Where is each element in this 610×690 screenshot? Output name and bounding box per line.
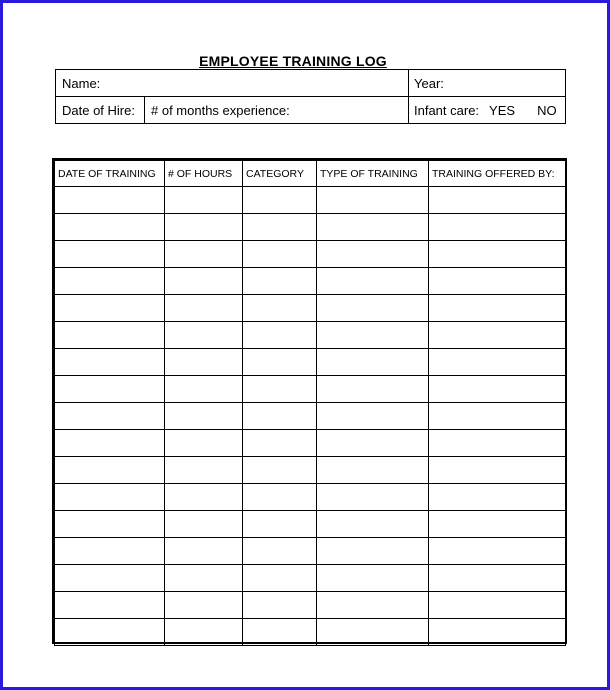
table-cell[interactable] [429, 511, 566, 538]
table-cell[interactable] [165, 592, 243, 619]
table-cell[interactable] [429, 538, 566, 565]
infant-care-label: Infant care: [414, 102, 480, 118]
column-header-type: TYPE OF TRAINING [317, 161, 429, 187]
table-cell[interactable] [55, 349, 165, 376]
table-row [55, 484, 566, 511]
table-row [55, 511, 566, 538]
table-cell[interactable] [429, 565, 566, 592]
table-row [55, 403, 566, 430]
table-cell[interactable] [165, 538, 243, 565]
table-cell[interactable] [55, 511, 165, 538]
table-cell[interactable] [55, 268, 165, 295]
table-cell[interactable] [317, 214, 429, 241]
table-cell[interactable] [243, 376, 317, 403]
table-cell[interactable] [317, 268, 429, 295]
table-cell[interactable] [243, 511, 317, 538]
table-cell[interactable] [55, 592, 165, 619]
table-cell[interactable] [243, 295, 317, 322]
table-cell[interactable] [243, 268, 317, 295]
table-cell[interactable] [165, 268, 243, 295]
table-cell[interactable] [429, 376, 566, 403]
table-cell[interactable] [243, 214, 317, 241]
table-cell[interactable] [243, 241, 317, 268]
table-row [55, 565, 566, 592]
table-cell[interactable] [317, 457, 429, 484]
table-cell[interactable] [165, 295, 243, 322]
table-cell[interactable] [243, 349, 317, 376]
training-log-table [52, 158, 567, 644]
table-cell[interactable] [429, 430, 566, 457]
table-cell[interactable] [317, 295, 429, 322]
table-body [55, 187, 566, 646]
table-cell[interactable] [55, 241, 165, 268]
table-cell[interactable] [429, 403, 566, 430]
table-cell[interactable] [55, 430, 165, 457]
table-cell[interactable] [317, 349, 429, 376]
table-cell[interactable] [165, 484, 243, 511]
table-cell[interactable] [165, 241, 243, 268]
table-cell[interactable] [429, 484, 566, 511]
table-row [55, 268, 566, 295]
year-field[interactable] [408, 70, 565, 96]
table-cell[interactable] [243, 187, 317, 214]
table-row [55, 349, 566, 376]
table-cell[interactable] [165, 214, 243, 241]
table-cell[interactable] [429, 268, 566, 295]
table-cell[interactable] [55, 484, 165, 511]
table-row [55, 214, 566, 241]
table-cell[interactable] [317, 565, 429, 592]
table-row [55, 592, 566, 619]
table-cell[interactable] [165, 457, 243, 484]
table-row [55, 322, 566, 349]
table-cell[interactable] [55, 187, 165, 214]
table-cell[interactable] [317, 619, 429, 646]
table-cell[interactable] [429, 187, 566, 214]
table-cell[interactable] [317, 484, 429, 511]
table-cell[interactable] [243, 484, 317, 511]
table-cell[interactable] [55, 376, 165, 403]
table-cell[interactable] [429, 322, 566, 349]
year-label: Year: [414, 75, 444, 91]
table-row [55, 538, 566, 565]
table-cell[interactable] [55, 538, 165, 565]
table-row [55, 295, 566, 322]
table-cell[interactable] [165, 349, 243, 376]
infant-care-yes-option[interactable]: YES [489, 102, 516, 118]
table-row [55, 241, 566, 268]
table-cell[interactable] [429, 214, 566, 241]
employee-info-box [55, 69, 566, 124]
table-cell[interactable] [55, 295, 165, 322]
table-cell[interactable] [243, 565, 317, 592]
table-cell[interactable] [317, 187, 429, 214]
table-cell[interactable] [243, 619, 317, 646]
table-cell[interactable] [243, 322, 317, 349]
column-header-offered-by: TRAINING OFFERED BY: [429, 161, 566, 187]
column-header-date: DATE OF TRAINING [55, 161, 165, 187]
table-row [55, 430, 566, 457]
table-row [55, 187, 566, 214]
table-cell[interactable] [429, 295, 566, 322]
table-row [55, 376, 566, 403]
months-experience-label: # of months experience: [151, 102, 290, 118]
table-cell[interactable] [55, 403, 165, 430]
table-cell[interactable] [55, 565, 165, 592]
table-cell[interactable] [317, 592, 429, 619]
table-cell[interactable] [165, 187, 243, 214]
column-header-category: CATEGORY [243, 161, 317, 187]
table-cell[interactable] [165, 403, 243, 430]
form-title: EMPLOYEE TRAINING LOG [199, 53, 387, 69]
date-of-hire-field[interactable] [56, 97, 144, 123]
infant-care-field [408, 97, 565, 123]
table-cell[interactable] [165, 565, 243, 592]
table-cell[interactable] [429, 619, 566, 646]
name-label: Name: [62, 75, 101, 91]
table-cell[interactable] [317, 241, 429, 268]
table-cell[interactable] [165, 619, 243, 646]
table-cell[interactable] [243, 430, 317, 457]
date-of-hire-label: Date of Hire: [62, 102, 135, 118]
table-cell[interactable] [55, 322, 165, 349]
table-cell[interactable] [429, 457, 566, 484]
table-cell[interactable] [243, 538, 317, 565]
table-cell[interactable] [55, 457, 165, 484]
infant-care-no-option[interactable]: NO [537, 102, 557, 118]
table-cell[interactable] [165, 376, 243, 403]
table-cell[interactable] [317, 511, 429, 538]
table-cell[interactable] [165, 430, 243, 457]
table-cell[interactable] [317, 538, 429, 565]
table-cell[interactable] [317, 376, 429, 403]
table-cell[interactable] [429, 349, 566, 376]
table-cell[interactable] [243, 592, 317, 619]
table-cell[interactable] [243, 403, 317, 430]
table-cell[interactable] [55, 214, 165, 241]
table-cell[interactable] [429, 241, 566, 268]
table-cell[interactable] [317, 430, 429, 457]
months-experience-field[interactable] [145, 97, 408, 123]
table-cell[interactable] [317, 403, 429, 430]
table-cell[interactable] [317, 322, 429, 349]
table-cell[interactable] [165, 511, 243, 538]
column-header-hours: # OF HOURS [165, 161, 243, 187]
table-row [55, 619, 566, 646]
table-header-row [55, 161, 566, 187]
table-cell[interactable] [429, 592, 566, 619]
table-row [55, 457, 566, 484]
table-cell[interactable] [243, 457, 317, 484]
table-cell[interactable] [55, 619, 165, 646]
table-cell[interactable] [165, 322, 243, 349]
name-field[interactable] [56, 70, 408, 96]
